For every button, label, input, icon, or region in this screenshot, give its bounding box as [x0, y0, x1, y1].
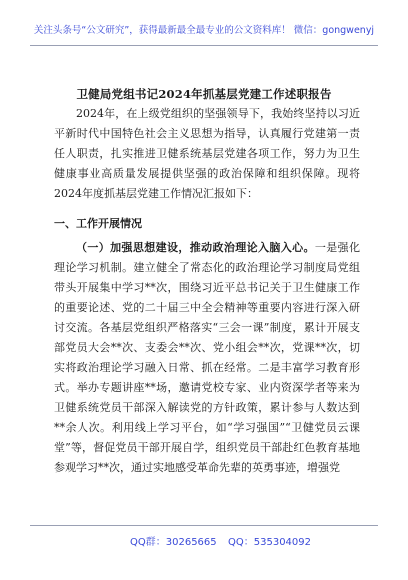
- subsection-paragraph: [54, 238, 360, 478]
- footer-qq-group: QQ群：30265665: [130, 537, 217, 548]
- section-heading: 一、工作开展情况: [54, 217, 142, 230]
- subsection-lead: （一）加强思想建设，推动政治理论入脑入心。: [76, 241, 315, 254]
- header-note: 关注头条号“公文研究”，获得最新最全最专业的公文资料库！ 微信：gongwenyj: [33, 25, 375, 36]
- header-divider: [30, 45, 378, 46]
- footer-qq: QQ：535304092: [228, 537, 312, 548]
- intro-paragraph: 2024年，在上级党组织的坚强领导下，我始终坚持以习近平新时代中国特色社会主义思想为指导，认真履行党建第一责任人职责，扎实推进卫健系统基层党建各项工作，努力为卫生健康事业高质量发展提供坚强的政治保障和组织保障。现将2024年度抓基层党建工作情况汇报如下：: [54, 107, 360, 200]
- document-body: [54, 104, 360, 478]
- footer-divider: [30, 525, 378, 526]
- subsection-text: 一是强化理论学习机制。建立健全了常态化的政治理论学习制度局党组带头开展集中学习**次，围绕习近平总书记关于卫生健康工作的重要论述、党的二十届三中全会精神等重要内容进行深入研讨交流。各基层党组织严格落实“三会一课”制度，累计开展支部党员大会**次、支委会**次、党小组会**次，党课**次，切实将政治理论学习融入日常、抓在经常。二是丰富学习教育形式。举办专题讲座**场，邀请党校专家、业内资深学者等来为卫健系统党员干部深入解读党的方针政策，累计参与人数达到**余人次。利用线上学习平台，如“学习强国”“卫健党员云课堂”等，督促党员干部开展自学，组织党员干部赴红色教育基地参观学习**次，通过实地感受革命先辈的英勇事迹，增强党: [54, 241, 360, 474]
- document-title: 卫健局党组书记2024年抓基层党建工作述职报告: [76, 87, 332, 101]
